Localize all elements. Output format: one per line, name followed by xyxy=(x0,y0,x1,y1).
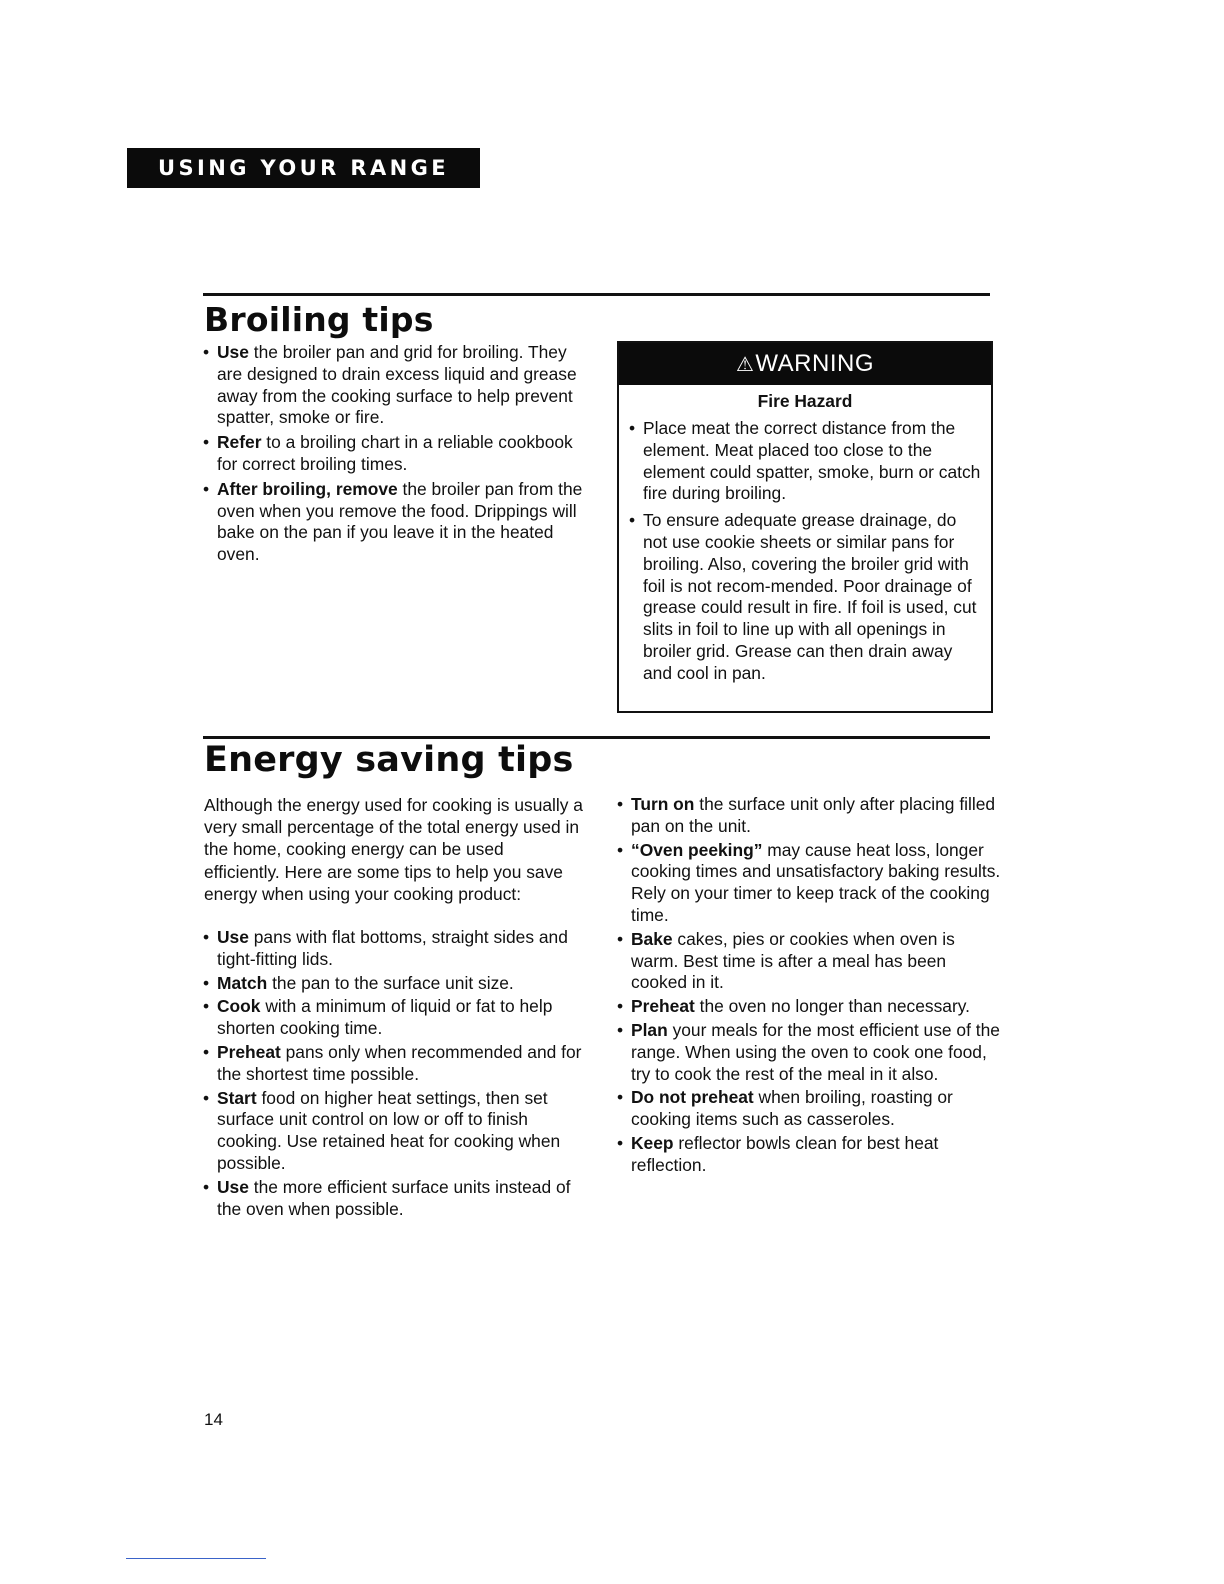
item-text: when broiling, roasting or cooking items such as casseroles. xyxy=(631,1087,953,1130)
item-text: reflector bowls clean for best heat reflection. xyxy=(631,1132,939,1175)
list-item xyxy=(203,479,585,566)
list-item xyxy=(203,1042,593,1086)
item-lead: After broiling, remove xyxy=(217,478,398,499)
energy-tips-right-list xyxy=(617,794,1003,1179)
list-item xyxy=(617,1133,1003,1177)
list-item xyxy=(617,1020,1003,1085)
list-item xyxy=(617,840,1003,927)
item-lead: Refer xyxy=(217,432,262,453)
item-text: with a minimum of liquid or fat to help shorten cooking time. xyxy=(217,996,553,1039)
item-lead: Match xyxy=(217,972,268,993)
item-lead: Bake xyxy=(631,928,673,949)
item-lead: Use xyxy=(217,1176,249,1197)
energy-tips-left-list xyxy=(203,927,593,1222)
item-text: your meals for the most efficient use of the range. When using the oven to cook one food, try to cook the rest of the meal in it also. xyxy=(631,1019,1000,1084)
list-item xyxy=(617,996,1003,1018)
broiling-tips-title: Broiling tips xyxy=(204,300,434,339)
broiling-tips-list xyxy=(203,342,585,569)
list-item: • Place meat the correct distance from the element. Meat placed too close to the element could spatter, smoke, burn or catch fire during broiling. xyxy=(629,418,985,505)
list-item xyxy=(203,996,593,1040)
warning-header xyxy=(619,343,991,385)
item-text: to a broiling chart in a reliable cookbook for correct broiling times. xyxy=(217,432,573,474)
item-text: pans with flat bottoms, straight sides and tight-fitting lids. xyxy=(217,927,568,969)
item-text: the more efficient surface units instead of the oven when possible. xyxy=(217,1176,571,1219)
item-text: the broiler pan from the oven when you remove the food. Drippings will bake on the pan if you leave it in the heated oven. xyxy=(217,478,583,565)
item-text: the surface unit only after placing filled pan on the unit. xyxy=(631,794,996,836)
section-tab: USING YOUR RANGE xyxy=(127,148,480,188)
list-item xyxy=(203,432,585,476)
warning-box xyxy=(617,341,993,713)
item-lead: Do not preheat xyxy=(631,1087,754,1108)
item-text: the pan to the surface unit size. xyxy=(267,972,514,993)
list-item xyxy=(203,927,593,971)
list-item xyxy=(203,1177,593,1221)
item-text: cakes, pies or cookies when oven is warm. Best time is after a meal has been cooked in it. xyxy=(631,928,955,993)
list-item: • To ensure adequate grease drainage, do not use cookie sheets or similar pans for broiling. Also, covering the broiler grid with foil is not recom-mended. Poor drainage of grease could result in fire. If foil is used, cut slits in foil to line up with all openings in broiler grid. Grease can then drain away and cool in pan. xyxy=(629,510,985,684)
item-text: the broiler pan and grid for broiling. They are designed to drain excess liquid and grease away from the cooking surface to help prevent spatter, smoke or fire. xyxy=(217,342,577,428)
warning-triangle-icon: ⚠ xyxy=(735,354,755,376)
list-item xyxy=(203,973,593,995)
item-lead: Preheat xyxy=(217,1041,281,1062)
item-lead: Preheat xyxy=(631,996,695,1017)
energy-intro: Although the energy used for cooking is usually a very small percentage of the total energy used in the home, cooking energy can be used efficiently. Here are some tips to help you save energy when using your cooking product: xyxy=(204,795,583,904)
mid-divider xyxy=(203,736,990,739)
list-item xyxy=(617,1087,1003,1131)
item-lead: Cook xyxy=(217,996,261,1017)
footer-line xyxy=(126,1558,266,1559)
item-lead: Keep xyxy=(631,1132,674,1153)
list-item xyxy=(203,1088,593,1175)
item-lead: Start xyxy=(217,1087,257,1108)
item-lead: Use xyxy=(217,927,249,947)
item-lead: Use xyxy=(217,342,249,362)
list-item xyxy=(203,342,585,429)
list-item xyxy=(617,929,1003,994)
item-lead: “Oven peeking” xyxy=(631,839,763,860)
list-item xyxy=(617,794,1003,838)
top-divider xyxy=(203,293,990,296)
energy-saving-tips-title: Energy saving tips xyxy=(204,740,574,780)
warning-label: WARNING xyxy=(755,350,875,377)
item-lead: Plan xyxy=(631,1019,668,1040)
item-text: may cause heat loss, longer cooking times and unsatisfactory baking results. Rely on your timer to keep track of the cooking time. xyxy=(631,839,1001,925)
hazard-title: Fire Hazard xyxy=(757,391,853,411)
page-number: 14 xyxy=(204,1410,223,1429)
item-text: pans only when recommended and for the shortest time possible. xyxy=(217,1041,582,1084)
warning-list xyxy=(629,418,985,685)
item-lead: Turn on xyxy=(631,794,695,814)
item-text: the oven no longer than necessary. xyxy=(694,996,971,1017)
item-text: food on higher heat settings, then set surface unit control on low or off to finish cooking. Use retained heat for cooking when possible. xyxy=(217,1087,561,1173)
